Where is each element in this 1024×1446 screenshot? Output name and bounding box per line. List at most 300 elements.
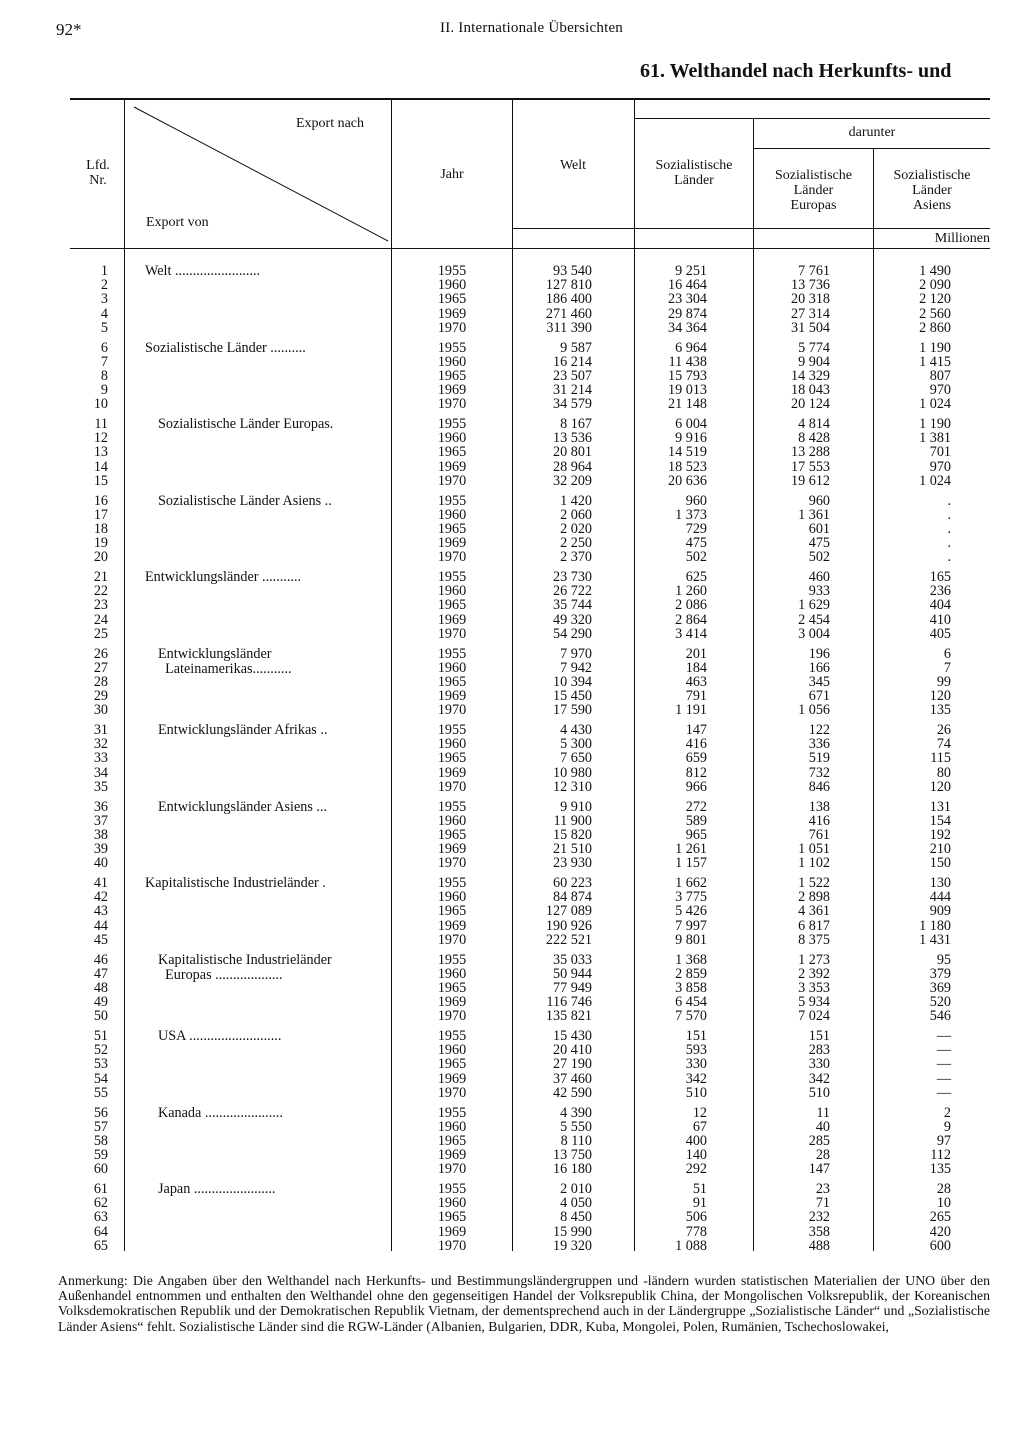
cell-nr: 42 [93,889,108,906]
cell-nr: 33 [93,750,108,767]
cell-nr: 37 [93,812,108,829]
cell-nr: 16 [93,492,108,509]
cell-year: 1955 [437,1028,467,1044]
cell-asi: 135 [929,702,951,719]
cell-eur: 1 051 [798,841,830,858]
cell-welt: 5 550 [560,1118,592,1135]
cell-welt: 2 020 [560,520,592,537]
cell-year: 1965 [437,367,467,384]
cell-soz: 19 013 [667,382,707,399]
cell-nr: 22 [93,583,108,600]
running-head: II. Internationale Übersichten [440,20,624,36]
footnote: Anmerkung: Die Angaben über den Welthandel nach Herkunfts- und Bestimmungsländergruppen und -ländern wurden statistischen Materialien der UNO über den Außenhandel entnommen und enthalten den Welthandel ohne den gegenseitigen Handel der Volksrepublik China, der Mongolischen Volksrepublik, der Koreanischen Volksdemokratischen Republik und der Demokratischen Republik Vietnam, der dementsprechend auch in der Ländergruppe „Sozialistische Länder“ und „Sozialistische Länder Asiens“ fehlt. Sozialistische Länder sind die RGW-Länder (Albanien, Bulgarien, DDR, Kuba, Mongolei, Polen, Rumänien, Tschechoslowakei, [58,1273,990,1334]
cell-asi: 379 [929,965,951,982]
cell-asi: 115 [930,750,951,767]
cell-soz: 510 [685,1084,707,1101]
cell-soz: 34 364 [667,319,707,336]
cell-asi: 1 490 [919,263,951,279]
cell-asi: 120 [929,688,951,705]
cell-soz: 1 260 [675,583,707,600]
cell-nr: 65 [93,1237,108,1254]
cell-eur: 732 [808,764,830,781]
cell-asi: 970 [929,458,951,475]
row-group-label: Entwicklungsländer Lateinamerikas........... [158,645,292,677]
cell-welt: 16 214 [552,353,592,370]
cell-year: 1969 [437,1147,467,1164]
cell-nr: 44 [93,917,108,934]
cell-eur: 3 353 [798,979,830,996]
cell-eur: 336 [808,736,830,753]
cell-soz: 791 [685,688,707,705]
cell-eur: 1 522 [798,875,830,891]
row-group-label: Japan ....................... [158,1181,276,1197]
cell-asi: 1 024 [919,396,951,413]
cell-eur: 342 [808,1070,830,1087]
header-rule-darunter [753,148,990,149]
cell-asi: 1 381 [919,430,951,447]
cell-eur: 20 318 [790,291,830,308]
cell-eur: 5 774 [798,339,830,356]
cell-asi: . [947,492,951,509]
cell-nr: 64 [93,1223,108,1240]
cell-soz: 416 [685,736,707,753]
cell-asi: 2 120 [919,291,951,308]
cell-eur: 1 056 [798,702,830,719]
cell-asi: 2 090 [919,277,951,294]
cell-year: 1955 [437,416,467,432]
cell-year: 1970 [437,855,467,872]
cell-year: 1969 [437,382,467,399]
cell-nr: 13 [93,444,108,461]
cell-nr: 50 [93,1008,108,1025]
cell-soz: 3 775 [675,889,707,906]
header-darunter: darunter [848,125,896,140]
cell-eur: 475 [808,535,830,552]
cell-welt: 10 394 [552,673,592,690]
cell-eur: 20 124 [790,396,830,413]
cell-nr: 1 [100,263,108,279]
cell-nr: 19 [93,535,108,552]
cell-welt: 7 650 [560,750,592,767]
cell-eur: 345 [808,673,830,690]
cell-soz: 625 [685,569,707,585]
cell-nr: 43 [93,903,108,920]
cell-eur: 1 102 [798,855,830,872]
cell-eur: 196 [808,645,830,662]
cell-welt: 27 190 [552,1056,592,1073]
cell-year: 1960 [437,430,467,447]
cell-welt: 8 450 [560,1209,592,1226]
cell-year: 1969 [437,688,467,705]
cell-eur: 1 273 [798,951,830,968]
cell-nr: 2 [100,277,108,294]
cell-soz: 9 916 [675,430,707,447]
cell-asi: 444 [929,889,951,906]
cell-nr: 40 [93,855,108,872]
cell-asi: 404 [929,597,951,614]
cell-year: 1970 [437,625,467,642]
cell-soz: 151 [685,1028,707,1044]
cell-nr: 45 [93,931,108,948]
cell-welt: 5 300 [560,736,592,753]
cell-eur: 151 [808,1028,830,1044]
cell-year: 1970 [437,1237,467,1254]
cell-year: 1960 [437,659,467,676]
cell-welt: 127 810 [545,277,592,294]
cell-year: 1969 [437,1223,467,1240]
cell-asi: 2 560 [919,305,951,322]
cell-soz: 12 [692,1104,707,1121]
cell-welt: 8 167 [560,416,592,432]
cell-eur: 283 [808,1042,830,1059]
cell-year: 1955 [437,951,467,968]
cell-eur: 71 [815,1195,830,1212]
cell-year: 1970 [437,1008,467,1025]
cell-year: 1970 [437,931,467,948]
cell-year: 1969 [437,1070,467,1087]
row-group-label: Sozialistische Länder Europas. [158,416,334,432]
cell-soz: 21 148 [667,396,707,413]
cell-year: 1955 [437,569,467,585]
cell-asi: 26 [936,722,951,738]
cell-soz: 2 086 [675,597,707,614]
cell-asi: 909 [929,903,951,920]
cell-nr: 41 [93,875,108,891]
cell-welt: 4 050 [560,1195,592,1212]
cell-nr: 7 [100,353,108,370]
page-number: 92* [56,20,82,39]
cell-welt: 84 874 [552,889,592,906]
cell-soz: 6 004 [675,416,707,432]
cell-year: 1965 [437,1209,467,1226]
cell-soz: 589 [685,812,707,829]
cell-year: 1969 [437,611,467,628]
row-group-label: Sozialistische Länder .......... [145,339,306,356]
cell-asi: 265 [929,1209,951,1226]
cell-asi: 405 [929,625,951,642]
cell-year: 1969 [437,994,467,1011]
cell-nr: 21 [93,569,108,585]
cell-asi: 1 431 [919,931,951,948]
cell-asi: 1 190 [919,339,951,356]
header-soz-asiens: Sozialistische Länder Asiens [893,168,971,213]
cell-soz: 1 261 [675,841,707,858]
cell-welt: 2 060 [560,506,592,523]
cell-year: 1955 [437,1181,467,1197]
cell-soz: 965 [685,826,707,843]
cell-year: 1960 [437,736,467,753]
cell-eur: 846 [808,778,830,795]
cell-eur: 2 392 [798,965,830,982]
cell-nr: 14 [93,458,108,475]
cell-asi: 112 [930,1147,951,1164]
cell-year: 1970 [437,319,467,336]
cell-eur: 4 814 [798,416,830,432]
cell-soz: 6 964 [675,339,707,356]
cell-asi: 80 [936,764,951,781]
cell-year: 1969 [437,917,467,934]
cell-asi: 600 [929,1237,951,1254]
cell-year: 1970 [437,702,467,719]
cell-soz: 1 373 [675,506,707,523]
cell-asi: 192 [929,826,951,843]
cell-eur: 17 553 [790,458,830,475]
cell-nr: 10 [93,396,108,413]
cell-soz: 91 [692,1195,707,1212]
cell-welt: 28 964 [552,458,592,475]
cell-nr: 48 [93,979,108,996]
cell-welt: 7 942 [560,659,592,676]
cell-eur: 28 [815,1147,830,1164]
cell-eur: 1 629 [798,597,830,614]
cell-soz: 15 793 [667,367,707,384]
cell-year: 1955 [437,1104,467,1121]
cell-welt: 20 410 [552,1042,592,1059]
cell-eur: 358 [808,1223,830,1240]
cell-soz: 16 464 [667,277,707,294]
cell-asi: 95 [936,951,951,968]
cell-eur: 18 043 [790,382,830,399]
cell-eur: 40 [815,1118,830,1135]
cell-welt: 4 390 [560,1104,592,1121]
cell-year: 1969 [437,841,467,858]
cell-asi: 2 [943,1104,951,1121]
vrule-lfd [124,99,125,1251]
cell-welt: 2 010 [560,1181,592,1197]
cell-eur: 416 [808,812,830,829]
cell-soz: 5 426 [675,903,707,920]
cell-asi: 135 [929,1161,951,1178]
cell-soz: 475 [685,535,707,552]
cell-soz: 14 519 [667,444,707,461]
cell-soz: 1 368 [675,951,707,968]
cell-welt: 15 430 [552,1028,592,1044]
cell-soz: 23 304 [667,291,707,308]
cell-welt: 12 310 [552,778,592,795]
cell-soz: 1 157 [675,855,707,872]
cell-soz: 11 438 [668,353,707,370]
cell-nr: 4 [100,305,108,322]
cell-nr: 39 [93,841,108,858]
cell-welt: 1 420 [560,492,592,509]
cell-asi: 131 [929,798,951,815]
cell-year: 1969 [437,458,467,475]
cell-year: 1955 [437,645,467,662]
cell-welt: 21 510 [552,841,592,858]
cell-asi: 1 180 [919,917,951,934]
cell-nr: 57 [93,1118,108,1135]
cell-welt: 20 801 [552,444,592,461]
cell-eur: 761 [808,826,830,843]
cell-eur: 519 [808,750,830,767]
cell-eur: 671 [808,688,830,705]
cell-welt: 15 820 [552,826,592,843]
cell-year: 1970 [437,396,467,413]
cell-soz: 20 636 [667,472,707,489]
header-bottom-rule [70,248,990,249]
row-group-label: Entwicklungsländer ........... [145,569,302,585]
cell-asi: 701 [929,444,951,461]
cell-year: 1965 [437,520,467,537]
cell-year: 1955 [437,492,467,509]
cell-eur: 488 [808,1237,830,1254]
cell-welt: 11 900 [553,812,592,829]
cell-eur: 19 612 [790,472,830,489]
cell-welt: 13 750 [552,1147,592,1164]
cell-nr: 32 [93,736,108,753]
cell-year: 1965 [437,979,467,996]
cell-asi: 130 [929,875,951,891]
cell-asi: 1 190 [919,416,951,432]
cell-asi: 9 [943,1118,951,1135]
cell-eur: 2 898 [798,889,830,906]
cell-year: 1965 [437,903,467,920]
cell-year: 1965 [437,291,467,308]
cell-asi: 210 [929,841,951,858]
cell-year: 1965 [437,750,467,767]
cell-asi: 7 [943,659,951,676]
cell-nr: 27 [93,659,108,676]
header-welt: Welt [559,158,587,173]
row-group-label: USA .......................... [158,1028,282,1044]
cell-welt: 19 320 [552,1237,592,1254]
cell-welt: 49 320 [552,611,592,628]
cell-eur: 2 454 [798,611,830,628]
cell-soz: 3 414 [675,625,707,642]
row-group-label: Entwicklungsländer Afrikas .. [158,722,328,738]
cell-welt: 15 450 [552,688,592,705]
cell-eur: 31 504 [790,319,830,336]
cell-year: 1960 [437,506,467,523]
cell-asi: . [947,549,951,566]
cell-year: 1965 [437,597,467,614]
cell-asi: 520 [929,994,951,1011]
cell-welt: 37 460 [552,1070,592,1087]
cell-asi: 28 [936,1181,951,1197]
row-group-label: Kanada ...................... [158,1104,283,1121]
cell-eur: 5 934 [798,994,830,1011]
cell-year: 1960 [437,1042,467,1059]
header-soz-europas: Sozialistische Länder Europas [775,168,852,213]
cell-eur: 23 [815,1181,830,1197]
cell-eur: 122 [808,722,830,738]
cell-asi: 99 [936,673,951,690]
cell-year: 1960 [437,353,467,370]
cell-soz: 51 [692,1181,707,1197]
cell-nr: 55 [93,1084,108,1101]
cell-asi: 410 [929,611,951,628]
cell-asi: 369 [929,979,951,996]
cell-nr: 36 [93,798,108,815]
cell-asi: 546 [929,1008,951,1025]
cell-year: 1960 [437,965,467,982]
cell-welt: 35 744 [552,597,592,614]
cell-eur: 460 [808,569,830,585]
row-group-label: Entwicklungsländer Asiens ... [158,798,328,815]
cell-nr: 52 [93,1042,108,1059]
cell-soz: 330 [685,1056,707,1073]
cell-eur: 4 361 [798,903,830,920]
cell-eur: 8 375 [798,931,830,948]
cell-eur: 285 [808,1132,830,1149]
cell-nr: 8 [100,367,108,384]
cell-nr: 29 [93,688,108,705]
cell-year: 1960 [437,583,467,600]
cell-asi: 74 [936,736,951,753]
row-group-label: Sozialistische Länder Asiens .. [158,492,332,509]
cell-welt: 13 536 [552,430,592,447]
cell-soz: 342 [685,1070,707,1087]
cell-nr: 26 [93,645,108,662]
vrule-label [391,99,392,1251]
cell-asi: 10 [936,1195,951,1212]
cell-welt: 2 370 [560,549,592,566]
cell-eur: 27 314 [790,305,830,322]
cell-year: 1965 [437,826,467,843]
cell-eur: 330 [808,1056,830,1073]
cell-soz: 147 [685,722,707,738]
cell-soz: 201 [685,645,707,662]
cell-eur: 3 004 [798,625,830,642]
cell-nr: 53 [93,1056,108,1073]
cell-eur: 166 [808,659,830,676]
cell-soz: 184 [685,659,707,676]
cell-welt: 50 944 [552,965,592,982]
cell-eur: 6 817 [798,917,830,934]
cell-welt: 271 460 [545,305,592,322]
cell-year: 1960 [437,1195,467,1212]
cell-eur: 11 [816,1104,830,1121]
cell-welt: 23 930 [552,855,592,872]
cell-eur: 9 904 [798,353,830,370]
cell-soz: 1 088 [675,1237,707,1254]
cell-year: 1970 [437,1161,467,1178]
cell-soz: 7 997 [675,917,707,934]
cell-year: 1955 [437,263,467,279]
cell-nr: 63 [93,1209,108,1226]
cell-nr: 3 [100,291,108,308]
cell-asi: 154 [929,812,951,829]
cell-eur: 960 [808,492,830,509]
cell-year: 1960 [437,1118,467,1135]
cell-eur: 601 [808,520,830,537]
cell-soz: 67 [692,1118,707,1135]
cell-nr: 54 [93,1070,108,1087]
cell-welt: 4 430 [560,722,592,738]
cell-welt: 42 590 [552,1084,592,1101]
cell-soz: 1 662 [675,875,707,891]
header-rule-unit [512,228,990,229]
cell-nr: 11 [94,416,108,432]
cell-asi: — [936,1084,951,1101]
cell-nr: 20 [93,549,108,566]
row-group-label: Kapitalistische Industrieländer Europas ................... [158,951,332,983]
cell-welt: 23 730 [552,569,592,585]
cell-soz: 3 858 [675,979,707,996]
header-lfd-nr: Lfd. Nr. [86,158,110,188]
cell-soz: 2 859 [675,965,707,982]
cell-soz: 812 [685,764,707,781]
cell-asi: 1 024 [919,472,951,489]
cell-welt: 35 033 [552,951,592,968]
cell-welt: 10 980 [552,764,592,781]
cell-nr: 9 [100,382,108,399]
cell-welt: 93 540 [552,263,592,279]
cell-asi: 420 [929,1223,951,1240]
cell-soz: 7 570 [675,1008,707,1025]
cell-soz: 1 191 [675,702,707,719]
cell-nr: 6 [100,339,108,356]
